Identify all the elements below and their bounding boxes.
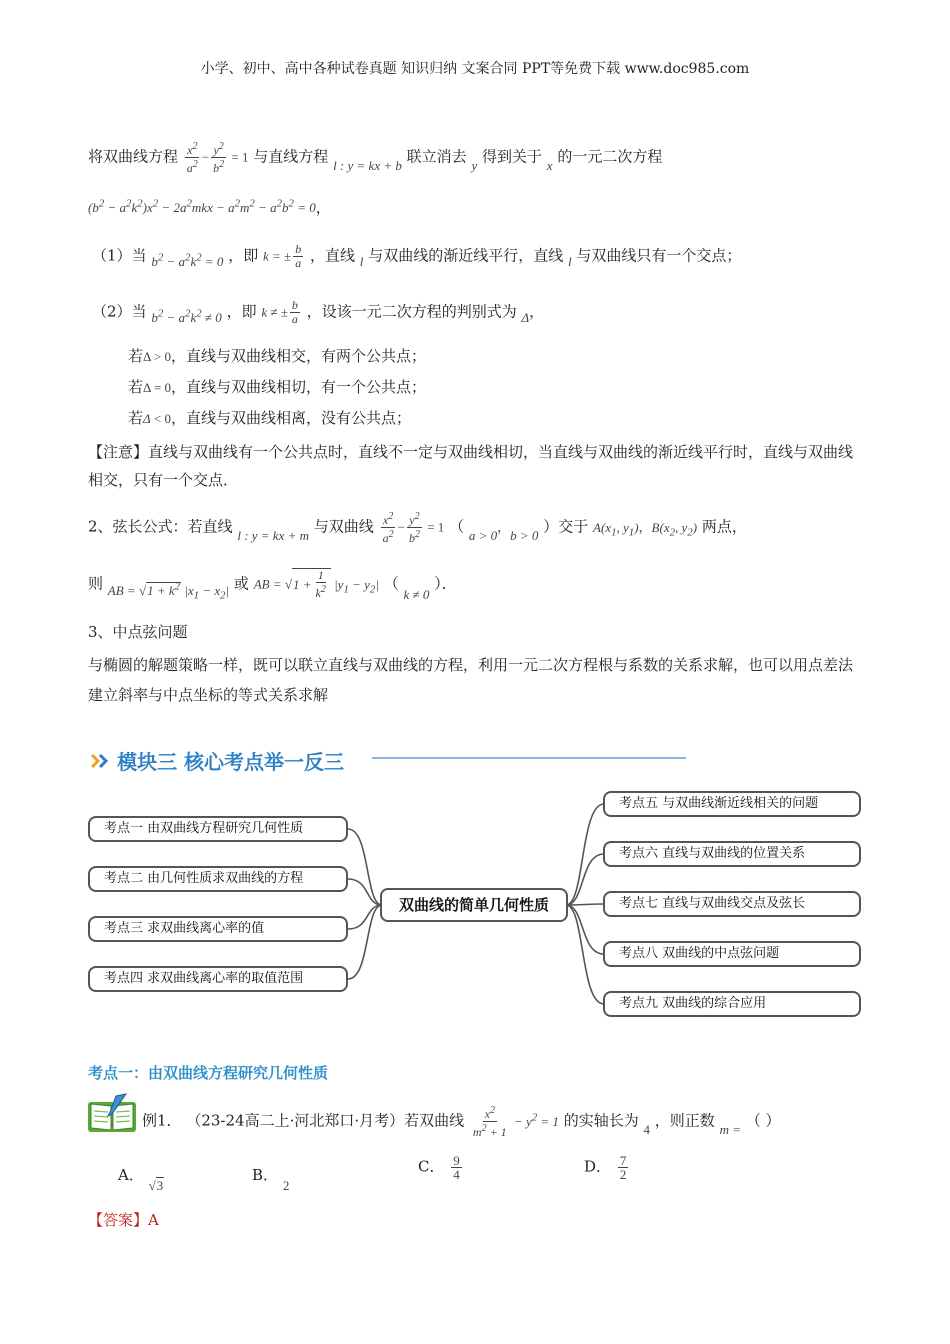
text: （1）当 [92,246,147,265]
kaodian-1-title: 考点一：由双曲线方程研究几何性质 [88,1064,329,1082]
option-label: B． [252,1166,279,1184]
text: ）交于 [543,517,589,536]
midpoint-title: 3、中点弦问题 [88,623,188,641]
option-c: C． $\frac{9}{4}$ [418,1153,460,1182]
text: 与双曲线只有一个交点； [576,246,742,265]
mindmap-center-node: 双曲线的简单几何性质 [380,888,568,922]
option-a: A． √3 [118,1166,164,1193]
text: （ [383,574,399,593]
option-label: D． [584,1157,612,1176]
text: （2）当 [92,302,147,321]
text: 与直线方程 [253,147,329,166]
case-1: （1）当 $b^2 - a^2k^2 = 0$ ，即 k = ± $\frac{b}{a}$ ，直线 l 与双曲线的渐近线平行，直线 l 与双曲线只有一个交点； [92,241,742,270]
module-title-row [90,746,344,775]
disc-case-1: 若Δ > 0，直线与双曲线相交，有两个公共点； [128,347,427,365]
note-text: 直线与双曲线有一个公共点时，直线不一定与双曲线相切，当直线与双曲线的渐近线平行时，直线与双曲线相交，只有一个交点． [88,443,854,489]
mindmap-node-right-1: 考点五 与双曲线渐近线相关的问题 [603,791,861,817]
option-value: 2 [282,1178,290,1193]
quadratic-equation: $(b^2 - a^2k^2)x^2 - 2a^2mkx - a^2m^2 - a^2b^2 = 0$， [88,198,331,217]
example-label: 例1． [142,1111,182,1130]
text: 联立消去 [406,147,467,166]
answer-value: A [148,1211,159,1229]
option-label: A． [118,1166,144,1184]
text: ，即 [226,302,257,321]
text: ， [529,302,545,321]
book-pen-icon [86,1092,140,1136]
disc-case-2: 若Δ = 0，直线与双曲线相切，有一个公共点； [128,378,427,396]
option-d: D． $\frac{7}{2}$ [584,1153,627,1182]
text: 两点， [701,517,747,536]
chord-line-2: 则 AB = $√1 + k^2$ $|x_1 - x_2|$ 或 AB = √1 + $\frac{1}{k^2}$ $|y_1 - y_2|$ （ k ≠ 0 ）． [88,568,457,602]
mindmap-node-right-5: 考点九 双曲线的综合应用 [603,991,861,1017]
answer-label: 【答案】 [88,1211,149,1229]
text: 若 [128,409,144,427]
text: 或 [233,574,249,593]
midpoint-text: 与椭圆的解题策略一样，既可以联立直线与双曲线的方程，利用一元二次方程根与系数的关系求解，也可以用点差法建立斜率与中点坐标的等式关系求解 [88,656,854,704]
text: ，即 [228,246,259,265]
text: 若 [128,378,144,396]
text: ，则正数 [654,1111,715,1130]
text: 2、弦长公式：若直线 [88,517,233,536]
mindmap-node-right-4: 考点八 双曲线的中点弦问题 [603,941,861,967]
text: （ [449,517,465,536]
text: ）． [434,574,457,593]
option-label: C． [418,1157,445,1176]
mindmap-node-right-2: 考点六 直线与双曲线的位置关系 [603,841,861,867]
text: ，直线与双曲线相交，有两个公共点； [171,347,427,365]
double-chevron-icon [90,751,112,771]
disc-case-3: 若Δ < 0，直线与双曲线相离，没有公共点； [128,409,412,427]
mindmap-node-right-3: 考点七 直线与双曲线交点及弦长 [603,891,861,917]
text: 将双曲线方程 [88,147,179,166]
option-b [252,1164,290,1193]
text: 的实轴长为 [563,1111,639,1130]
text: ， [315,198,331,217]
text: ，直线 [309,246,355,265]
text: 的一元二次方程 [557,147,663,166]
text: ，直线与双曲线相切，有一个公共点； [171,378,427,396]
module-title-rule [372,757,686,759]
text: （ ） [745,1111,781,1130]
page-header: 小学、初中、高中各种试卷真题 知识归纳 文案合同 PPT等免费下载 www.doc985.com [200,61,750,77]
text: 则 [88,574,104,593]
text: 与双曲线 [313,517,374,536]
mindmap-node-left-3: 考点三 求双曲线离心率的值 [88,916,348,942]
note-paragraph [88,438,860,494]
mindmap-node-left-1: 考点一 由双曲线方程研究几何性质 [88,816,348,842]
example-1-stem: 例1． （23-24高二上·河北郑口·月考）若双曲线 $\frac{x^2}{m^2 + 1}$ − $y^2 = 1$ 的实轴长为 4 ，则正数 m = （ ） [142,1105,781,1139]
answer-line [88,1208,159,1232]
text: 得到关于 [482,147,543,166]
text: ，直线与双曲线相离，没有公共点； [171,409,412,427]
case-2: （2）当 $b^2 - a^2k^2 \ne 0$ ，即 k ≠ ± $\frac{b}{a}$ ，设该一元二次方程的判别式为 Δ， [92,297,545,326]
text: 与双曲线的渐近线平行，直线 [368,246,564,265]
text: 若 [128,347,144,365]
text: ，设该一元二次方程的判别式为 [306,302,517,321]
module-title: 模块三 核心考点举一反三 [117,750,345,774]
mindmap-node-left-2: 考点二 由几何性质求双曲线的方程 [88,866,348,892]
chord-line-1: 2、弦长公式：若直线 l : y = kx + m 与双曲线 $\frac{x^2}{a^2}$ − $\frac{y^2}{b^2}$ = 1 （ a > 0，b > 0 ）交于 $A(x_1$, $y_1$)，$B(x_2$, $y_2$) 两点， [88,511,747,545]
intro-line-1: 将双曲线方程 $\frac{x^2}{a^2}$ − $\frac{y^2}{b^2}$ = 1 与直线方程 l : y = kx + b 联立消去 y 得到关于 x 的一元二次方程 [88,141,663,175]
text: （23-24高二上·河北郑口·月考）若双曲线 [186,1111,465,1130]
mindmap-node-left-4: 考点四 求双曲线离心率的取值范围 [88,966,348,992]
note-label: 【注意】 [88,443,149,461]
